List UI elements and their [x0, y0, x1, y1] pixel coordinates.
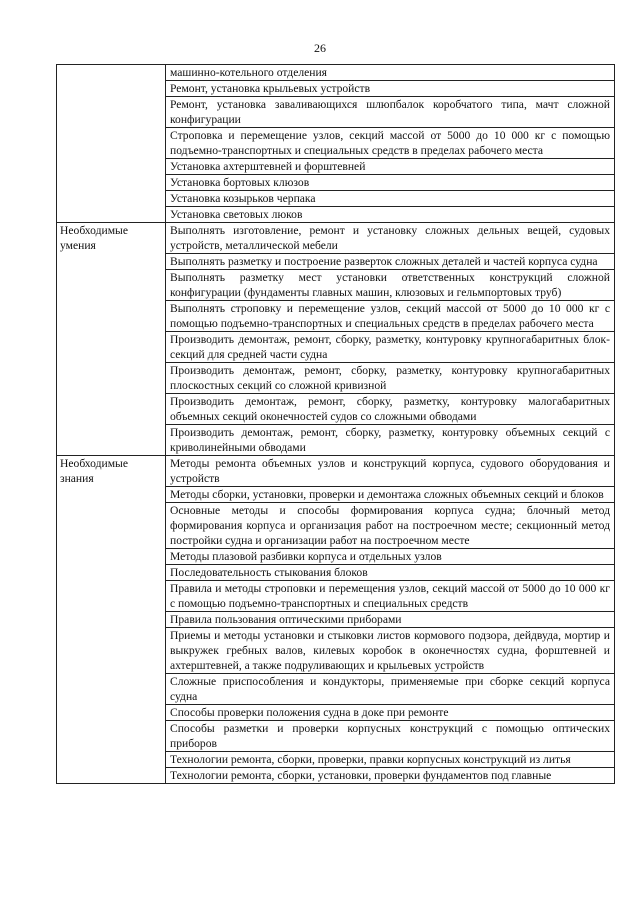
requirements-table-body	[57, 65, 615, 784]
requirement-item: Ремонт, установка заваливающихся шлюпбалок коробчатого типа, мачт сложной конфигурации	[166, 97, 615, 128]
table-row	[57, 456, 615, 487]
requirement-item: Установка световых люков	[166, 207, 615, 223]
requirement-item: Технологии ремонта, сборки, установки, проверки фундаментов под главные	[166, 768, 615, 784]
requirement-item: Методы сборки, установки, проверки и демонтажа сложных объемных секций и блоков	[166, 487, 615, 503]
requirement-item: Установка бортовых клюзов	[166, 175, 615, 191]
requirement-item: Правила и методы строповки и перемещения узлов, секций массой от 5000 до 10 000 кг с помощью подъемно-транспортных и специальных средств	[166, 581, 615, 612]
requirement-item: Производить демонтаж, ремонт, сборку, разметку, контуровку крупногабаритных блок-секций для средней части судна	[166, 332, 615, 363]
requirement-item: Установка козырьков черпака	[166, 191, 615, 207]
requirement-item: Основные методы и способы формирования корпуса судна; блочный метод формирования корпуса и организация работ на построечном месте; секционный метод постройки судна и организации работ на построечном месте	[166, 503, 615, 549]
requirement-item: Методы ремонта объемных узлов и конструкций корпуса, судового оборудования и устройств	[166, 456, 615, 487]
requirement-item: Производить демонтаж, ремонт, сборку, разметку, контуровку объемных секций с криволинейными обводами	[166, 425, 615, 456]
requirement-item: машинно-котельного отделения	[166, 65, 615, 81]
requirement-item: Производить демонтаж, ремонт, сборку, разметку, контуровку малогабаритных объемных секций оконечностей судов со сложными обводами	[166, 394, 615, 425]
requirement-item: Строповка и перемещение узлов, секций массой от 5000 до 10 000 кг с помощью подъемно-транспортных и специальных средств в пределах рабочего места	[166, 128, 615, 159]
table-row	[57, 65, 615, 81]
requirement-item: Методы плазовой разбивки корпуса и отдельных узлов	[166, 549, 615, 565]
table-row	[57, 223, 615, 254]
requirement-item: Ремонт, установка крыльевых устройств	[166, 81, 615, 97]
section-label	[57, 65, 166, 223]
requirement-item: Производить демонтаж, ремонт, сборку, разметку, контуровку крупногабаритных плоскостных секций со сложной кривизной	[166, 363, 615, 394]
requirement-item: Выполнять разметку и построение разверток сложных деталей и частей корпуса судна	[166, 254, 615, 270]
requirement-item: Сложные приспособления и кондукторы, применяемые при сборке секций корпуса судна	[166, 674, 615, 705]
page-number: 26	[314, 41, 326, 55]
requirement-item: Правила пользования оптическими приборами	[166, 612, 615, 628]
requirement-item: Выполнять разметку мест установки ответственных конструкций сложной конфигурации (фундаменты главных машин, клюзовых и гельмпортовых труб)	[166, 270, 615, 301]
requirements-table	[56, 64, 615, 784]
requirement-item: Способы разметки и проверки корпусных конструкций с помощью оптических приборов	[166, 721, 615, 752]
requirement-item: Выполнять строповку и перемещение узлов, секций массой от 5000 до 10 000 кг с помощью подъемно-транспортных и специальных средств в пределах рабочего места	[166, 301, 615, 332]
section-label: Необходимые умения	[57, 223, 166, 456]
requirement-item: Способы проверки положения судна в доке при ремонте	[166, 705, 615, 721]
requirement-item: Технологии ремонта, сборки, проверки, правки корпусных конструкций из литья	[166, 752, 615, 768]
requirement-item: Последовательность стыкования блоков	[166, 565, 615, 581]
requirement-item: Выполнять изготовление, ремонт и установку сложных дельных вещей, судовых устройств, металлической мебели	[166, 223, 615, 254]
requirement-item: Установка ахтерштевней и форштевней	[166, 159, 615, 175]
requirement-item: Приемы и методы установки и стыковки листов кормового подзора, дейдвуда, мортир и выкружек гребных валов, килевых коробок в оконечностях судна, форштевней и ахтерштевней, а также подруливающих и крыльевых устройств	[166, 628, 615, 674]
section-label: Необходимые знания	[57, 456, 166, 784]
